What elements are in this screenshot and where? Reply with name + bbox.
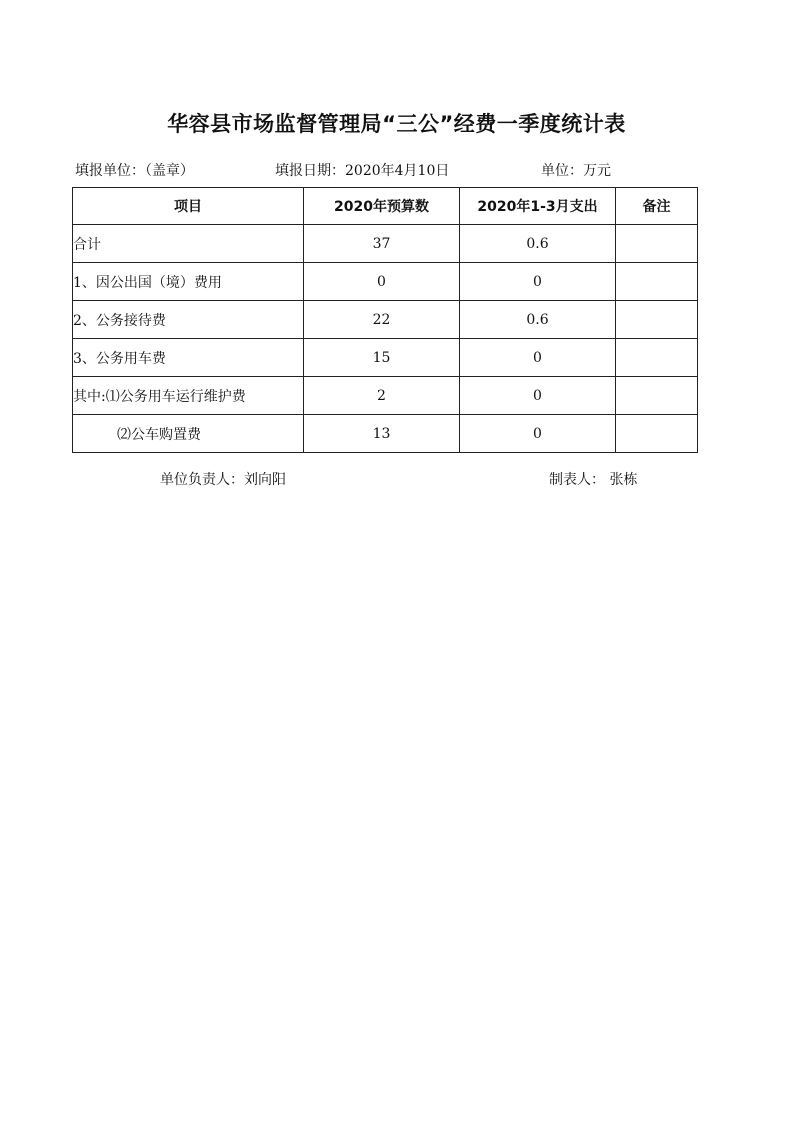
table-row	[73, 225, 698, 263]
table-row	[73, 415, 698, 453]
table-row	[73, 301, 698, 339]
row-spent: 0	[460, 415, 616, 453]
row-spent: 0	[460, 263, 616, 301]
row-budget: 15	[304, 339, 460, 377]
document-title: 华容县市场监督管理局“三公”经费一季度统计表	[167, 112, 626, 136]
row-budget: 2	[304, 377, 460, 415]
header-spent: 2020年1-3月支出	[460, 188, 616, 225]
table-header-row	[73, 188, 698, 225]
row-note	[616, 225, 698, 263]
table-row	[73, 339, 698, 377]
header-item: 项目	[73, 188, 304, 225]
row-spent: 0.6	[460, 225, 616, 263]
unit-leader-signature: 单位负责人：刘向阳	[160, 472, 286, 488]
fill-unit-label: 填报单位：（盖章）	[75, 163, 194, 179]
row-note	[616, 301, 698, 339]
row-note	[616, 263, 698, 301]
row-budget: 37	[304, 225, 460, 263]
header-budget: 2020年预算数	[304, 188, 460, 225]
row-budget: 0	[304, 263, 460, 301]
fill-date-label: 填报日期：2020年4月10日	[275, 163, 450, 179]
table-row	[73, 263, 698, 301]
currency-unit-label: 单位：万元	[541, 163, 611, 179]
row-spent: 0	[460, 339, 616, 377]
row-item: 1、因公出国（境）费用	[73, 263, 304, 301]
row-item: 3、公务用车费	[73, 339, 304, 377]
row-item: 2、公务接待费	[73, 301, 304, 339]
row-spent: 0.6	[460, 301, 616, 339]
table-maker-signature: 制表人： 张栋	[549, 472, 638, 488]
table-row	[73, 377, 698, 415]
row-item: ⑵公车购置费	[73, 415, 304, 453]
row-spent: 0	[460, 377, 616, 415]
row-budget: 13	[304, 415, 460, 453]
header-note: 备注	[616, 188, 698, 225]
row-note	[616, 377, 698, 415]
row-note	[616, 339, 698, 377]
row-budget: 22	[304, 301, 460, 339]
row-note	[616, 415, 698, 453]
row-item: 其中:⑴公务用车运行维护费	[73, 377, 304, 415]
row-item: 合计	[73, 225, 304, 263]
expense-table	[72, 187, 698, 453]
